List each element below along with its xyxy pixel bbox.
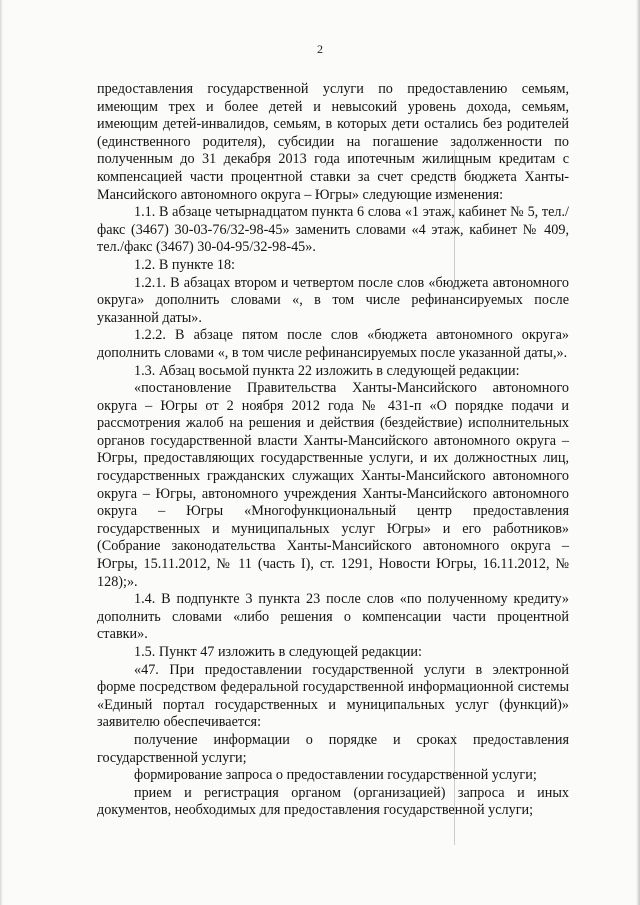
paragraph-1-3-quote: «постановление Правительства Ханты-Мансийского автономного округа – Югры от 2 ноября 2012 года № 431-п «О порядке подачи и рассмотрения жалоб на решения и действия (бездействие) исполнительных органов государственной власти Ханты-Мансийского автономного округа – Югры, предоставляющих государственные услуги, и их должностных лиц, государственных гражданских служащих Ханты-Мансийского автономного округа – Югры, автономного учреждения Ханты-Мансийского автономного округа – Югры «Многофункциональный центр предоставления государственных и муниципальных услуг Югры» и его работников» (Собрание законодательства Ханты-Мансийского автономного округа – Югры, 15.11.2012, № 11 (часть I), ст. 1291, Новости Югры, 16.11.2012, № 128);». [97,380,569,590]
paragraph-1-1: 1.1. В абзаце четырнадцатом пункта 6 слова «1 этаж, кабинет № 5, тел./факс (3467) 30-03-76/32-98-45» заменить словами «4 этаж, кабинет № 409, тел./факс (3467) 30-04-95/32-98-45». [97,204,569,256]
paragraph-1-4: 1.4. В подпункте 3 пункта 23 после слов «по полученному кредиту» дополнить словами «либо решения о компенсации части процентной ставки». [97,591,569,643]
paragraph-1-3: 1.3. Абзац восьмой пункта 22 изложить в следующей редакции: [134,362,520,379]
page-number: 2 [317,42,323,56]
scan-edge-right [636,0,640,905]
paragraph-1-5: 1.5. Пункт 47 изложить в следующей редакции: [134,644,422,660]
paragraph-1-2-1: 1.2.1. В абзацах втором и четвертом после слов «бюджета автономного округа» дополнить словами «, в том числе рефинансируемых после указанной даты». [97,274,569,326]
paragraph-47-item-3: прием и регистрация органом (организацией) запроса и иных документов, необходимых для предоставления государственной услуги; [97,784,569,819]
paragraph-intro: предоставления государственной услуги по предоставлению семьям, имеющим трех и более детей и невысокий уровень дохода, семьям, имеющим детей-инвалидов, семьям, в которых дети остались без родителей (единственного родителя), субсидии на погашение задолженности по полученным до 31 декабря 2013 года ипотечным жилищным кредитам с компенсацией части процентной ставки за счет средств бюджета Ханты-Мансийского автономного округа – Югры» следующие изменения: [97,81,569,203]
paragraph-47-item-1: получение информации о порядке и сроках предоставления государственной услуги; [97,731,569,766]
paragraph-47: «47. При предоставлении государственной услуги в электронной форме посредством федеральной государственной информационной системы «Единый портал государственных и муниципальных услуг (функций)» заявителю обеспечивается: [97,661,569,731]
paragraph-1-2: 1.2. В пункте 18: [134,256,235,273]
document-body [97,81,569,820]
scan-edge-left [0,0,3,905]
paragraph-1-2-2: 1.2.2. В абзаце пятом после слов «бюджета автономного округа» дополнить словами «, в том числе рефинансируемых после указанной даты,». [97,327,569,361]
paragraph-47-item-2: формирование запроса о предоставлении государственной услуги; [134,767,537,784]
